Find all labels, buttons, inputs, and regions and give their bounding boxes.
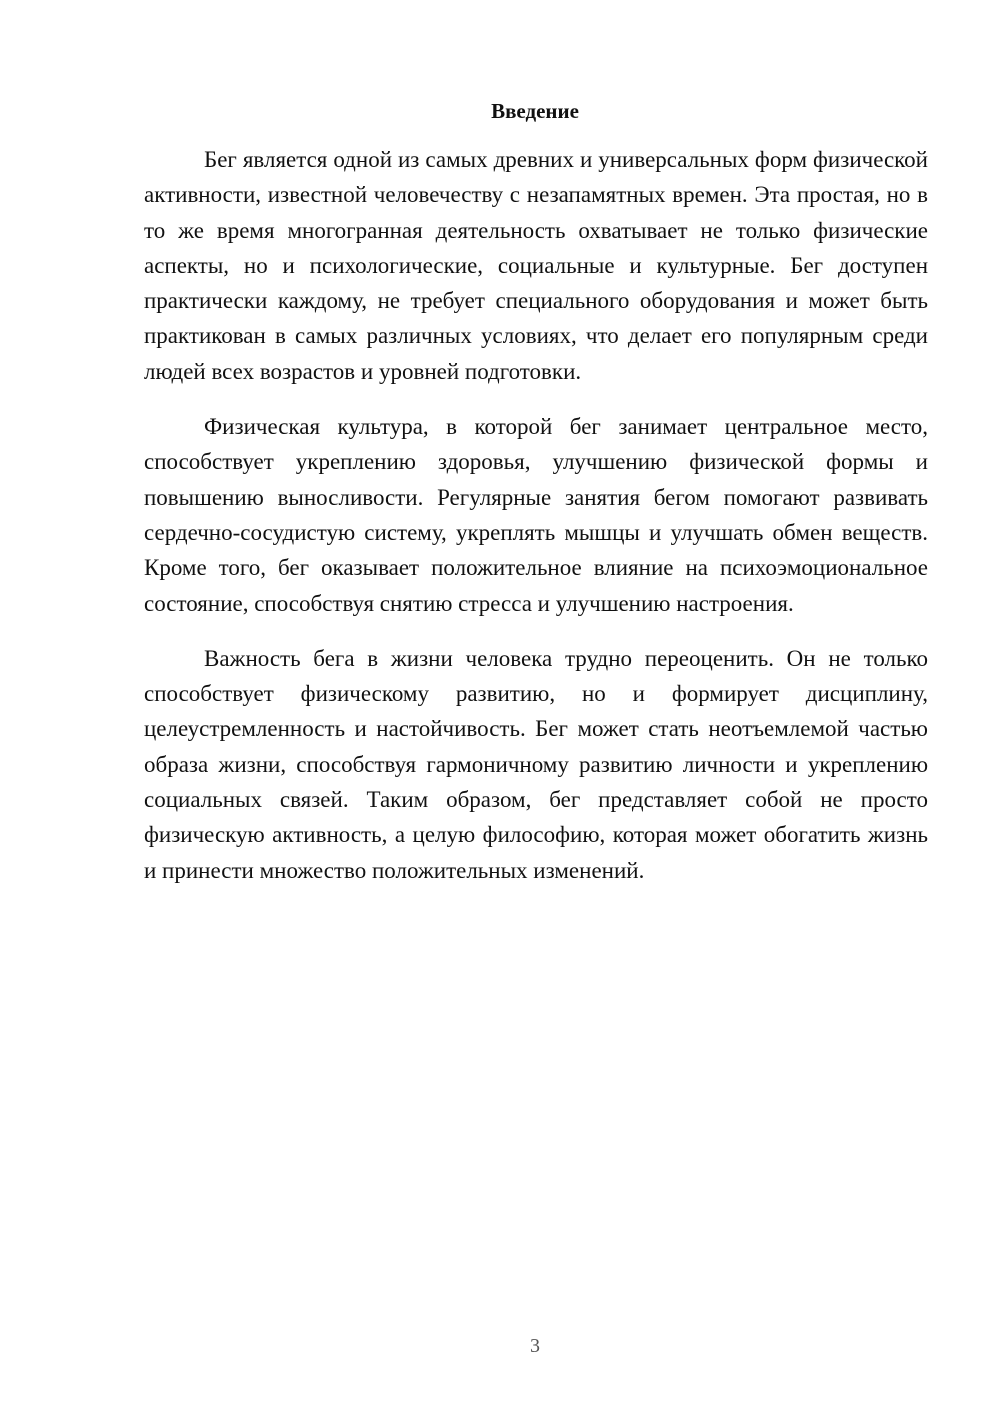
- page-number: 3: [530, 1335, 540, 1357]
- page-title: Введение: [491, 99, 579, 123]
- paragraph-3: Важность бега в жизни человека трудно переоценить. Он не только способствует физическому развитию, но и формирует дисциплину, целеустремленность и настойчивость. Бег может стать неотъемлемой частью образа жизни, способствуя гармоничному развитию личности и укреплению социальных связей. Таким образом, бег представляет собой не просто физическую активность, а целую философию, которая может обогатить жизнь и принести множество положительных изменений.: [144, 645, 928, 883]
- body-text: [144, 142, 928, 908]
- paragraph-1: Бег является одной из самых древних и универсальных форм физической активности, известной человечеству с незапамятных времен. Эта простая, но в то же время многогранная деятельность охватывает не только физические аспекты, но и психологические, социальные и культурные. Бег доступен практически каждому, не требует специального оборудования и может быть практикован в самых различных условиях, что делает его популярным среди людей всех возрастов и уровней подготовки.: [144, 147, 928, 384]
- paragraph-2: Физическая культура, в которой бег занимает центральное место, способствует укреплению здоровья, улучшению физической формы и повышению выносливости. Регулярные занятия бегом помогают развивать сердечно-сосудистую систему, укреплять мышцы и улучшать обмен веществ. Кроме того, бег оказывает положительное влияние на психоэмоциональное состояние, способствуя снятию стресса и улучшению настроения.: [144, 414, 928, 616]
